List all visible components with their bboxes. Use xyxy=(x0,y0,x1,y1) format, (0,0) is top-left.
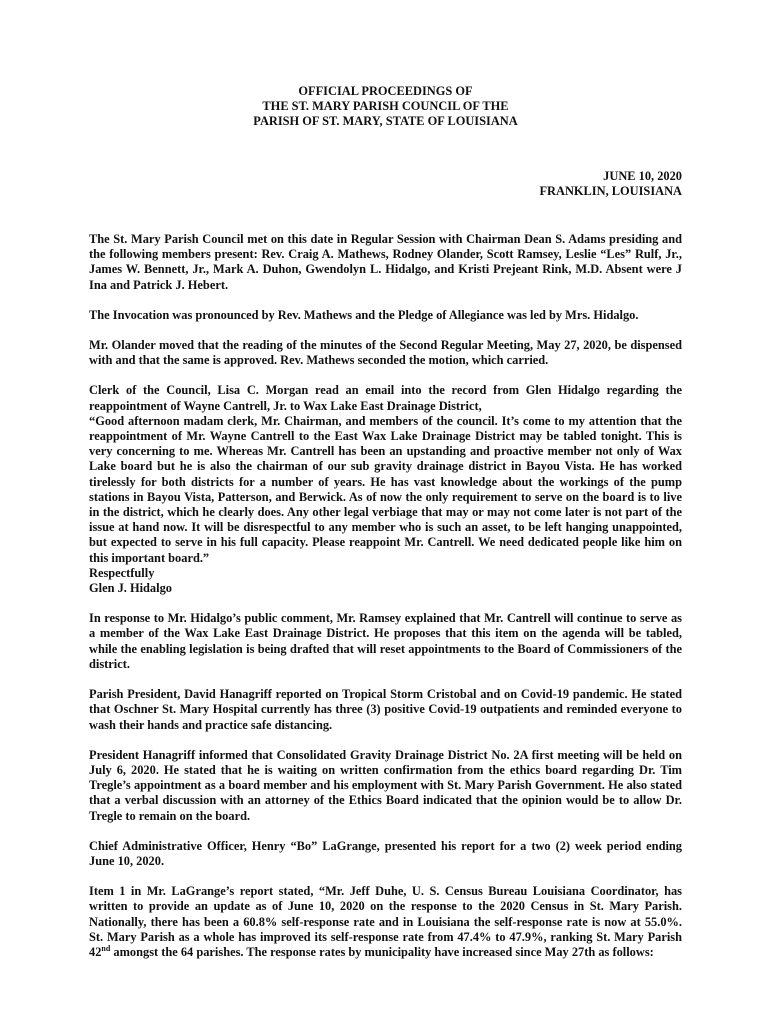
dateline xyxy=(89,169,682,199)
meeting-date: JUNE 10, 2020 xyxy=(603,168,682,183)
meeting-location: FRANKLIN, LOUISIANA xyxy=(539,183,682,198)
ordinal-suffix: nd xyxy=(101,943,111,953)
document-title xyxy=(89,84,682,130)
title-line-3: PARISH OF ST. MARY, STATE OF LOUISIANA xyxy=(253,114,518,129)
census-text-a: Item 1 in Mr. LaGrange’s report stated, “Mr. Jeff Duhe, U. S. Census Bureau Louisiana Coordinator, has written to provide an update as of June 10, 2020 on the response to the 2020 Census in St. Mary Parish. Nationally, there has been a 60.8% self-response rate and in Louisiana the self-response rate is now at 55.0%. St. Mary Parish as a whole has improved its self-response rate from 47.4% to 47.9%, ranking St. Mary Parish 42 xyxy=(89,884,682,959)
paragraph-president-report: Parish President, David Hanagriff reported on Tropical Storm Cristobal and on Covid-19 pandemic. He stated that Oschner St. Mary Hospital currently has three (3) positive Covid-19 outpatients and reminded everyone to wash their hands and practice safe distancing. xyxy=(89,687,682,732)
paragraph-cao-report: Chief Administrative Officer, Henry “Bo” LaGrange, presented his report for a two (2) week period ending June 10, 2020. xyxy=(89,838,682,868)
paragraph-census-item xyxy=(89,884,682,960)
email-intro: Clerk of the Council, Lisa C. Morgan read an email into the record from Glen Hidalgo regarding the reappointment of Wayne Cantrell, Jr. to Wax Lake East Drainage District, xyxy=(89,383,682,413)
paragraph-drainage-district: President Hanagriff informed that Consolidated Gravity Drainage District No. 2A first meeting will be held on July 6, 2020. He stated that he is waiting on written confirmation from the ethics board regarding Dr. Tim Tregle’s appointment as a board member and his employment with St. Mary Parish Government. He also stated that a verbal discussion with an attorney of the Ethics Board indicated that the opinion would be to allow Dr. Tregle to remain on the board. xyxy=(89,747,682,823)
email-quote: “Good afternoon madam clerk, Mr. Chairman, and members of the council. It’s come to my attention that the reappointment of Mr. Wayne Cantrell to the East Wax Lake Drainage District may be tabled tonight. This is very concerning to me. Whereas Mr. Cantrell has been an upstanding and proactive member not only of Wax Lake board but he is also the chairman of our sub gravity drainage district in Bayou Vista. He has worked tirelessly for both districts for a number of years. He has vast knowledge about the workings of the pump stations in Bayou Vista, Patterson, and Berwick. As of now the only requirement to serve on the board is to live in the district, which he clearly does. Any other legal verbiage that may or may not come later is not part of the issue at hand now. It will be disrespectful to any member who is such an asset, to be left hanging unappointed, but expected to serve in his full capacity. Please reappoint Mr. Cantrell. We need dedicated people like him on this important board.” xyxy=(89,413,682,565)
title-line-2: THE ST. MARY PARISH COUNCIL OF THE xyxy=(262,99,509,114)
paragraph-invocation: The Invocation was pronounced by Rev. Mathews and the Pledge of Allegiance was led by Mrs. Hidalgo. xyxy=(89,307,639,322)
title-line-1: OFFICIAL PROCEEDINGS OF xyxy=(298,84,473,98)
census-text-b: amongst the 64 parishes. The response rates by municipality have increased since May 27th as follows: xyxy=(110,944,654,959)
paragraph-attendance: The St. Mary Parish Council met on this date in Regular Session with Chairman Dean S. Adams presiding and the following members present: Rev. Craig A. Mathews, Rodney Olander, Scott Ramsey, Leslie “Les” Rulf, Jr., James W. Bennett, Jr., Mark A. Duhon, Gwendolyn L. Hidalgo, and Kristi Prejeant Rink, M.D. Absent were J Ina and Patrick J. Hebert. xyxy=(89,232,682,292)
email-closing: Respectfully xyxy=(89,565,155,580)
public-comment-email xyxy=(89,383,682,596)
paragraph-ramsey-response: In response to Mr. Hidalgo’s public comment, Mr. Ramsey explained that Mr. Cantrell will continue to serve as a member of the Wax Lake East Drainage District. He proposes that this item on the agenda will be tabled, while the enabling legislation is being drafted that will reset appointments to the Board of Commissioners of the district. xyxy=(89,611,682,671)
email-signer: Glen J. Hidalgo xyxy=(89,581,172,596)
paragraph-minutes-motion: Mr. Olander moved that the reading of the minutes of the Second Regular Meeting, May 27, 2020, be dispensed with and that the same is approved. Rev. Mathews seconded the motion, which carried. xyxy=(89,338,682,368)
